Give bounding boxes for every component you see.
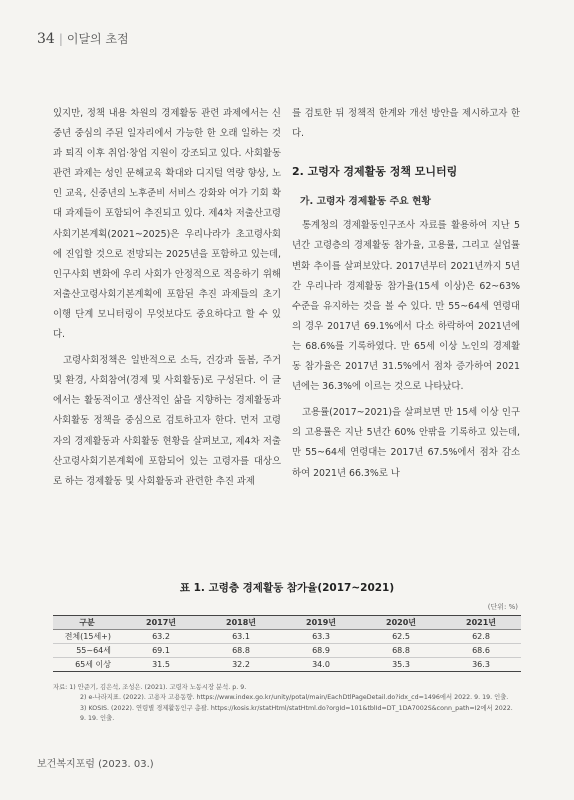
table-cell: 35.3: [361, 658, 441, 672]
page-footer: 보건복지포럼 (2023. 03.): [37, 759, 154, 770]
source-note: 자료: 1) 안준기, 김은석, 조성은. (2021). 고령자 노동시장 분석. p. 9.: [53, 684, 247, 691]
body-paragraph: 를 검토한 뒤 정책적 한계와 개선 방안을 제시하고자 한다.: [292, 108, 520, 140]
source-note: 2) e-나라지표. (2022). 고용자 고용동향. https://www.index.go.kr/unity/potal/main/EachDtlPageDetail.do?idx_cd=1496에서 2022. 9. 19. 인출.: [80, 694, 509, 702]
table-cell: 62.5: [361, 630, 441, 644]
table-cell: 32.2: [201, 658, 281, 672]
column-header: 2021년: [441, 616, 521, 630]
table-cell: 63.3: [281, 630, 361, 644]
source-note: 3) KOSIS. (2022). 연령별 경제활동인구 총괄. https://kosis.kr/statHtml/statHtml.do?orgId=101&tblId=DT_1DA7002S&conn_path=I2에서 2022.: [80, 704, 513, 712]
table-row: [53, 630, 521, 644]
table-unit: (단위: %): [487, 603, 518, 611]
table-row: [53, 658, 521, 672]
body-paragraph: 고용률(2017~2021)을 살펴보면 만 15세 이상 인구의 고용률은 지난 5년간 60% 안팎을 기록하고 있는데, 만 55~64세 연령대는 2017년 67.5%에서 점차 감소하여 2021년 66.3%로 나: [292, 407, 520, 479]
table-notes: [53, 683, 533, 724]
body-paragraph: 있지만, 정책 내용 차원의 경제활동 관련 과제에서는 신중년 중심의 주된 일자리에서 가능한 한 오래 일하는 것과 퇴직 이후 취업·창업 지원이 강조되고 있다. 사회활동 관련 과제는 성인 문해교육 확대와 디지털 역량 향상, 노인 교육, 신중년의 노후준비 서비스 강화와 여가 기회 확대 과제들이 포함되어 추진되고 있다. 제4차 저출산고령사회기본계획(2021~2025)은 우리나라가 초고령사회에 진입할 것으로 전망되는 2025년을 포함하고 있는데, 인구사회 변화에 우리 사회가 안정적으로 적응하기 위해 저출산고령사회기본계획에 포함된 추진 과제들의 초기 이행 단계 모니터링이 무엇보다도 중요하다고 할 수 있다.: [53, 108, 281, 341]
table-cell: 68.6: [441, 644, 521, 658]
column-header: 2020년: [361, 616, 441, 630]
header-divider: |: [58, 32, 63, 46]
table-cell: 68.8: [361, 644, 441, 658]
row-label: 전체(15세+): [53, 630, 121, 644]
subsection-title: 가. 고령자 경제활동 주요 현황: [300, 196, 431, 208]
column-header: 2017년: [121, 616, 201, 630]
page-number: 34: [37, 31, 55, 47]
table-cell: 63.1: [201, 630, 281, 644]
table-title: 표 1. 고령층 경제활동 참가율(2017~2021): [179, 582, 395, 594]
left-column: [53, 104, 281, 498]
row-label: 65세 이상: [53, 658, 121, 672]
right-column: [292, 104, 520, 490]
body-paragraph: 통계청의 경제활동인구조사 자료를 활용하여 지난 5년간 고령층의 경제활동 참가율, 고용률, 그리고 실업률 변화 추이를 살펴보았다. 2017년부터 2021년까지 5년간 우리나라 경제활동 참가율(15세 이상)은 62~63% 수준을 유지하는 것을 볼 수 있다. 만 55~64세 연령대의 경우 2017년 69.1%에서 다소 하락하여 2021년에는 68.6%를 기록하였다. 만 65세 이상 노인의 경제활동 참가율은 2017년 31.5%에서 점차 증가하여 2021년에는 36.3%에 이르는 것으로 나타났다.: [292, 220, 520, 393]
table-cell: 63.2: [121, 630, 201, 644]
section-label: 이달의 초점: [66, 32, 129, 46]
body-paragraph: 고령사회정책은 일반적으로 소득, 건강과 돌봄, 주거 및 환경, 사회참여(경제 및 사회활동)로 구성된다. 이 글에서는 활동적이고 생산적인 삶을 지향하는 경제활동과 사회활동 정책을 중심으로 검토하고자 한다. 먼저 고령자의 경제활동과 사회활동 현황을 살펴보고, 제4차 저출산고령사회기본계획에 포함되어 있는 고령자를 대상으로 하는 경제활동 및 사회활동과 관련한 추진 과제: [53, 355, 281, 487]
page-header: [37, 30, 129, 47]
column-header: 구분: [53, 616, 121, 630]
table-cell: 68.9: [281, 644, 361, 658]
table-cell: 62.8: [441, 630, 521, 644]
table-header-row: [53, 616, 521, 630]
row-label: 55~64세: [53, 644, 121, 658]
source-note: 9. 19. 인출.: [80, 714, 115, 722]
column-header: 2019년: [281, 616, 361, 630]
participation-table: [53, 615, 521, 672]
column-header: 2018년: [201, 616, 281, 630]
table-cell: 31.5: [121, 658, 201, 672]
table-cell: 68.8: [201, 644, 281, 658]
section-title: 2. 고령자 경제활동 정책 모니터링: [292, 165, 458, 179]
table-cell: 69.1: [121, 644, 201, 658]
table-row: [53, 644, 521, 658]
table-cell: 36.3: [441, 658, 521, 672]
table-cell: 34.0: [281, 658, 361, 672]
